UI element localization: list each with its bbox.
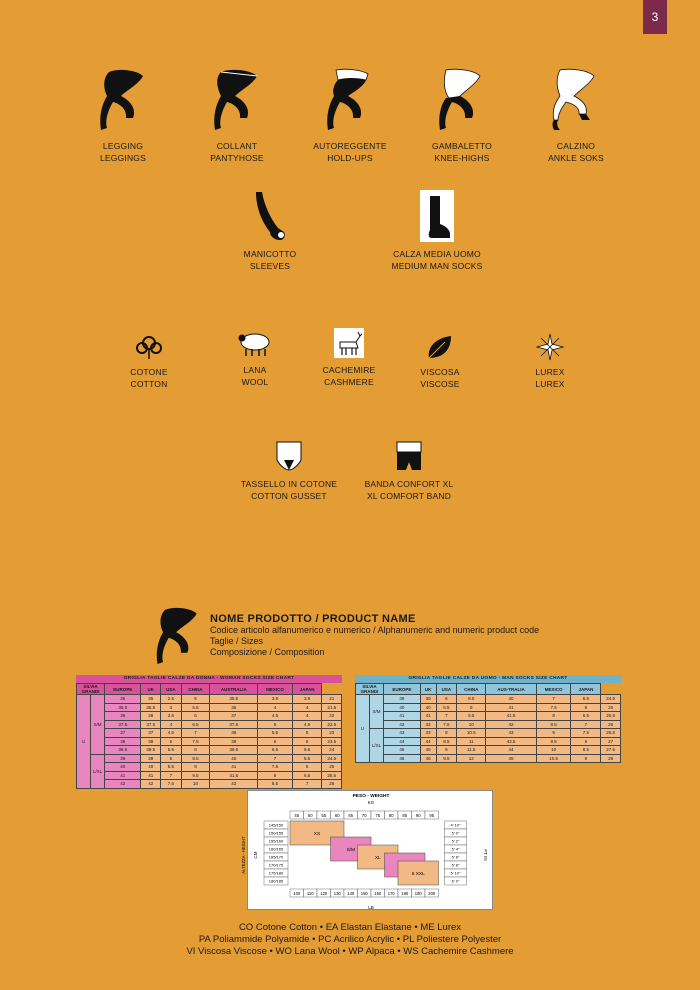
table-cell: 7 [536,695,571,704]
table-cell: 7 [292,780,322,789]
feature-cotton-gusset: TASSELLO IN COTONE COTTON GUSSET [234,440,344,502]
table-header-cell: EUROPE [384,684,421,695]
product-title: NOME PRODOTTO / PRODUCT NAME [210,613,416,625]
table-cell: 8.5 [571,746,601,755]
table-cell: 46 [384,754,421,763]
table-header-cell: CHINA [181,684,210,695]
kg-tick: 45 [294,813,300,818]
table-cell: 9.5 [457,712,486,721]
table-cell: 5.5 [292,754,322,763]
table-row [77,720,342,729]
ftin-tick: 6' 0" [451,878,460,884]
table-cell: 8.5 [181,754,210,763]
table-cell: 5 [292,729,322,738]
table-cell: 45 [384,746,421,755]
table-cell: 5.5 [292,746,322,755]
table-cell: 3.5 [292,695,322,704]
table-row [77,737,342,746]
table-cell: 6.5 [292,771,322,780]
table-row [77,695,342,704]
table-cell: 11 [457,737,486,746]
product-sizes-line: Taglie / Sizes [210,636,264,646]
table-cell: 4.5 [160,729,181,738]
ftin-tick: 5' 8" [451,862,460,868]
cm-tick: 160/165 [268,846,284,852]
table-cell: 36 [141,712,160,721]
kg-tick: 60 [334,813,340,818]
table-cell: 8.5 [258,780,292,789]
table-row [356,737,621,746]
lb-tick: 160 [374,891,382,896]
table-cell: 7.5 [436,720,457,729]
kg-tick: 50 [307,813,313,818]
ftin-tick: 4' 10" [450,822,461,828]
table-row [77,746,342,755]
legging-icon [93,66,153,134]
altezza-label: ALTEZZA - HEIGHT [241,836,246,874]
table-cell: 41 [105,771,141,780]
weight-height-chart [241,790,493,910]
table-cell: 24 [322,746,342,755]
material-cashmere: CACHEMIRE CASHMERE [294,328,404,388]
table-header-cell: AUS-TRALIA [486,684,537,695]
table-row [77,729,342,738]
table-header-cell: SILVIA GRANDI [356,684,384,695]
table-cell: 40 [105,763,141,772]
table-cell: 5 [292,737,322,746]
table-cell: 46 [420,754,436,763]
table-cell: 8 [181,746,210,755]
table-cell: 7.5 [536,703,571,712]
product-legging-icon [150,604,206,668]
table-cell: 7.5 [181,737,210,746]
table-cell: 41 [420,712,436,721]
codes-line-1: CO Cotone Cotton • EA Elastan Elastane • ME Lurex [238,922,462,933]
table-row [356,720,621,729]
table-cell: 7 [258,754,292,763]
table-row [77,763,342,772]
table-cell: 27 [601,737,621,746]
group-cell: U [356,695,370,763]
table-cell: 38 [105,737,141,746]
cm-tick: 150/155 [268,830,284,836]
man-socks-icon [420,190,454,242]
product-composition-line: Composizione / Composition [210,647,325,657]
ftin-axis-label: FT IN [483,849,488,861]
size-zone-label: XL [374,856,381,861]
table-cell: 21.5 [322,703,342,712]
table-cell: 6 [181,712,210,721]
ankle-socks-icon [546,66,606,134]
table-cell: 41 [384,712,421,721]
table-cell: 4.5 [292,720,322,729]
leaf-icon [425,334,455,360]
weight-height-svg [241,791,494,911]
table-cell: 41.5 [486,712,537,721]
table-cell: 37.5 [105,720,141,729]
table-cell: 39 [141,754,160,763]
lb-tick: 170 [387,891,395,896]
lb-tick: 130 [333,891,341,896]
table-header-cell: UK [141,684,160,695]
table-cell: 9 [457,703,486,712]
table-cell: 25 [322,763,342,772]
sparkle-icon [535,334,565,360]
table-cell: 38.5 [141,746,160,755]
woman-size-chart [76,675,342,789]
table-cell: 9 [571,754,601,763]
product-info [210,614,610,658]
table-cell: 7 [160,771,181,780]
table-cell: 27.5 [601,746,621,755]
kg-tick: 75 [375,813,381,818]
table-cell: 5.5 [571,695,601,704]
table-cell: 37 [210,712,258,721]
lb-tick: 150 [360,891,368,896]
table-cell: 26.5 [601,729,621,738]
table-cell: 7 [181,729,210,738]
table-cell: 24.5 [601,695,621,704]
table-cell: 5 [160,737,181,746]
table-cell: 9 [181,763,210,772]
table-cell: 22.5 [322,720,342,729]
kg-tick: 65 [348,813,354,818]
ftin-tick: 5' 10" [450,870,461,876]
table-cell: 35 [141,695,160,704]
table-cell: 5 [258,720,292,729]
kg-tick: 90 [415,813,421,818]
lb-tick: 100 [293,891,301,896]
kg-tick: 55 [321,813,327,818]
lb-tick: 200 [428,891,436,896]
table-cell: 7.5 [160,780,181,789]
table-cell: 26 [322,780,342,789]
table-cell: 4.5 [258,712,292,721]
table-header-cell: EUROPE [105,684,141,695]
table-cell: 8.5 [457,695,486,704]
table-cell: 40 [486,695,537,704]
table-cell: 25 [601,703,621,712]
table-cell: 44 [384,737,421,746]
fiber-codes [0,922,700,958]
table-cell: 8 [571,737,601,746]
table-cell: 6.5 [571,712,601,721]
lb-tick: 120 [320,891,328,896]
table-cell: 39.5 [210,746,258,755]
table-cell: 38.5 [105,746,141,755]
type-calzino: CALZINO ANKLE SOKS [521,66,631,164]
material-cotton: COTONE COTTON [94,334,204,390]
hold-ups-icon [320,66,380,134]
table-cell: 40 [384,703,421,712]
table-cell: 26 [601,720,621,729]
table-cell: 9 [536,729,571,738]
sheep-icon [236,330,274,358]
table-cell: 8 [536,712,571,721]
table-cell: 43.5 [486,737,537,746]
ftin-tick: 5' 2" [451,838,460,844]
table-cell: 39 [384,695,421,704]
table-cell: 44 [420,737,436,746]
size-group-cell: L/XL [91,754,105,788]
table-cell: 6 [258,737,292,746]
table-cell: 9 [436,746,457,755]
table-cell: 7 [436,712,457,721]
table-row [77,712,342,721]
table-row [77,754,342,763]
cm-tick: 175/180 [268,870,284,876]
table-cell: 37 [105,729,141,738]
table-cell: 37 [141,729,160,738]
table-cell: 38 [141,737,160,746]
table-cell: 5.5 [160,746,181,755]
table-cell: 4 [292,703,322,712]
table-cell: 7.5 [571,729,601,738]
table-cell: 6.5 [160,763,181,772]
cm-tick: 170/175 [268,862,284,868]
table-header-cell: SILVIA GRANDI [77,684,105,695]
table-cell: 7 [571,720,601,729]
table-header-cell: USA [160,684,181,695]
kg-tick: 80 [388,813,394,818]
table-cell: 38 [210,737,258,746]
codes-line-2: PA Poliammide Polyamide • PC Acrilico Acrylic • PL Poliestere Polyester [198,934,502,945]
type-collant: COLLANT PANTYHOSE [182,66,292,164]
table-cell: 44 [486,746,537,755]
ftin-tick: 5' 0" [451,830,460,836]
table-cell: 39 [105,754,141,763]
table-cell: 6 [292,763,322,772]
table-cell: 36 [210,703,258,712]
table-cell: 41 [210,763,258,772]
woman-chart-title: GRIGLIA TAGLIE CALZE DA DONNA - WOMAN SOCKS SIZE CHART [76,675,342,683]
sleeves-icon [248,190,292,242]
size-group-cell: L/XL [370,729,384,763]
table-cell: 3.5 [258,695,292,704]
table-cell: 10.5 [457,729,486,738]
table-cell: 42 [210,780,258,789]
table-header-cell: JAPAN [571,684,601,695]
man-size-table [355,683,621,763]
table-header-cell: UK [420,684,436,695]
kg-tick: 85 [402,813,408,818]
table-cell: 38 [210,729,258,738]
weight-title: PESO - WEIGHT [352,794,390,799]
table-header-cell: MEXICO [258,684,292,695]
table-header-cell: USA [436,684,457,695]
knee-highs-icon [432,66,492,134]
table-cell: 5.5 [258,729,292,738]
table-cell: 21 [322,695,342,704]
material-viscose: VISCOSA VISCOSE [385,334,495,390]
table-cell: 23.5 [322,737,342,746]
cm-tick: 145/150 [268,822,284,828]
table-cell: 10 [536,746,571,755]
table-cell: 40 [420,703,436,712]
man-size-chart [355,675,621,763]
table-cell: 28 [601,754,621,763]
table-cell: 5 [181,695,210,704]
table-cell: 6 [571,703,601,712]
table-header-cell: CHINA [457,684,486,695]
table-cell: 35.5 [105,703,141,712]
table-row [356,729,621,738]
comfort-band-icon [394,440,424,472]
kg-tick: 70 [361,813,367,818]
table-cell: 43 [420,729,436,738]
material-wool: LANA WOOL [200,330,310,388]
table-row [356,712,621,721]
table-row [356,746,621,755]
type-calza-uomo: CALZA MEDIA UOMO MEDIUM MAN SOCKS [382,190,492,272]
table-cell: 24.5 [322,754,342,763]
table-cell: 2.5 [160,695,181,704]
table-cell: 6 [160,754,181,763]
table-cell: 5.5 [181,703,210,712]
table-header-row [77,684,342,695]
table-cell: 9.5 [181,771,210,780]
table-cell: 39 [420,695,436,704]
table-cell: 41 [141,771,160,780]
table-cell: 3.5 [160,712,181,721]
table-cell: 8.5 [436,737,457,746]
table-cell: 41.5 [210,771,258,780]
table-cell: 42 [486,720,537,729]
table-cell: 11.5 [457,746,486,755]
table-cell: 25.5 [322,771,342,780]
cm-axis-label: CM [253,851,258,859]
table-row [356,754,621,763]
type-autoreggente: AUTOREGGENTE HOLD-UPS [295,66,405,164]
type-manicotto: MANICOTTO SLEEVES [215,190,325,272]
gusset-icon [274,440,304,472]
page-number: 3 [643,0,667,34]
table-cell: 37.5 [210,720,258,729]
size-zone-label: XS [313,832,321,837]
table-cell: 10.5 [536,754,571,763]
pantyhose-icon [207,66,267,134]
woman-size-table [76,683,342,789]
size-group-cell: S/M [370,695,384,729]
table-cell: 45 [420,746,436,755]
table-cell: 43 [486,729,537,738]
table-cell: 25.5 [601,712,621,721]
table-cell: 10 [181,780,210,789]
lb-tick: 140 [347,891,355,896]
type-gambaletto: GAMBALETTO KNEE-HIGHS [407,66,517,164]
table-cell: 41 [486,703,537,712]
table-cell: 6.5 [258,746,292,755]
table-cell: 42 [105,780,141,789]
table-cell: 37.5 [141,720,160,729]
table-cell: 42 [384,720,421,729]
size-group-cell: S/M [91,695,105,755]
table-header-cell: MEXICO [536,684,571,695]
table-cell: 22 [322,712,342,721]
table-cell: 6.5 [436,703,457,712]
cm-tick: 180/185 [268,878,284,884]
table-row [356,703,621,712]
kg-label: KG [367,800,375,805]
table-cell: 9.5 [436,754,457,763]
table-cell: 4 [258,703,292,712]
table-cell: 40 [210,754,258,763]
size-zone-label: 5 XXL [411,872,425,877]
man-chart-title: GRIGLIA TAGLIE CALZE DA UOMO - MAN SOCKS SIZE CHART [355,675,621,683]
ftin-tick: 5' 6" [451,854,460,860]
table-cell: 40 [141,763,160,772]
type-legging: LEGGING LEGGINGS [68,66,178,164]
table-cell: 23 [322,729,342,738]
feature-xl-band: BANDA CONFORT XL XL COMFORT BAND [354,440,464,502]
table-cell: 43 [384,729,421,738]
size-zone-label: S/M [346,848,356,853]
table-header-cell: JAPAN [292,684,322,695]
table-cell: 12 [457,754,486,763]
table-header-row [356,684,621,695]
table-cell: 9.5 [536,737,571,746]
table-cell: 7.5 [258,763,292,772]
goat-icon [334,328,364,358]
table-row [77,771,342,780]
lb-label: LB [368,905,374,910]
material-lurex: LUREX LUREX [495,334,605,390]
table-cell: 45 [486,754,537,763]
codes-line-3: VI Viscosa Viscose • WO Lana Wool • WP Alpaca • WS Cachemire Cashmere [186,946,514,957]
table-cell: 35 [105,695,141,704]
cotton-icon [134,334,164,360]
table-cell: 3 [160,703,181,712]
table-row [77,780,342,789]
lb-tick: 110 [306,891,314,896]
table-cell: 42 [420,720,436,729]
ftin-tick: 5' 4" [451,846,460,852]
table-cell: 8 [258,771,292,780]
table-cell: 8 [436,729,457,738]
table-cell: 8.5 [536,720,571,729]
kg-tick: 95 [429,813,435,818]
group-cell: U [77,695,91,789]
table-cell: 4 [160,720,181,729]
table-row [77,703,342,712]
lb-tick: 190 [414,891,422,896]
table-cell: 35.5 [210,695,258,704]
table-cell: 36 [105,712,141,721]
table-cell: 42 [141,780,160,789]
table-row [356,695,621,704]
table-cell: 35.5 [141,703,160,712]
lb-tick: 180 [401,891,409,896]
cm-tick: 165/170 [268,854,284,860]
cm-tick: 155/160 [268,838,284,844]
table-header-cell: AUSTRALIA [210,684,258,695]
table-cell: 6.5 [181,720,210,729]
product-code-line: Codice articolo alfanumerico e numerico / Alphanumeric and numeric product code [210,625,540,635]
table-cell: 10 [457,720,486,729]
table-cell: 4 [292,712,322,721]
table-cell: 6 [436,695,457,704]
